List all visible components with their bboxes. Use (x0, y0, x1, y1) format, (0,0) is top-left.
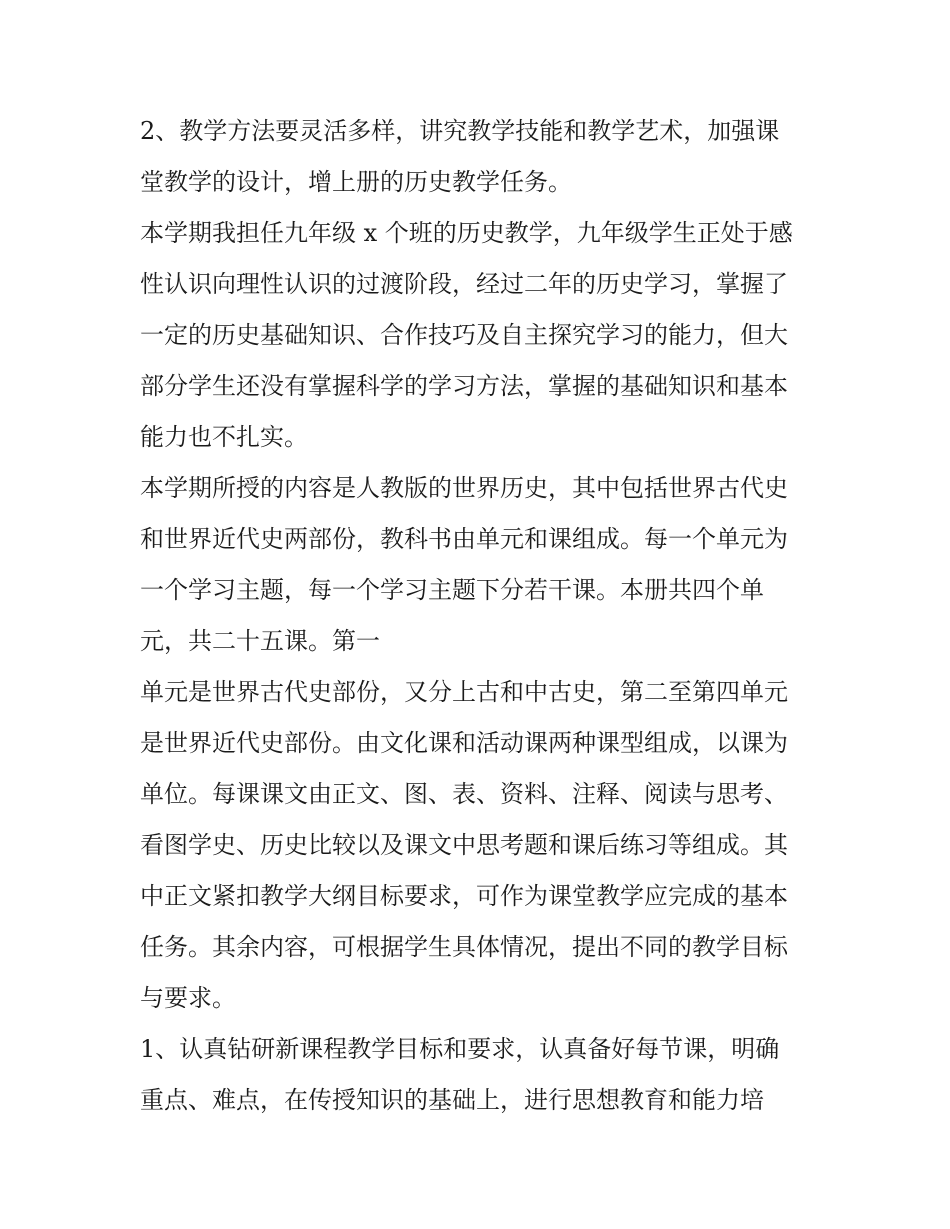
text-line: 本学期所授的内容是人教版的世界历史，其中包括世界古代史 (140, 474, 788, 502)
text-line: 和世界近代史两部份，教科书由单元和课组成。每一个单元为 (140, 525, 788, 553)
text-line: 单元是世界古代史部份，又分上古和中古史，第二至第四单元 (140, 678, 788, 706)
paragraph-unit-structure (140, 667, 820, 1024)
text-line: 中正文紧扣教学大纲目标要求，可作为课堂教学应完成的基本 (140, 882, 788, 910)
paragraph-student-analysis (140, 208, 820, 463)
text-line: 单位。每课课文由正文、图、表、资料、注释、阅读与思考、 (140, 780, 788, 808)
text-line: 是世界近代史部份。由文化课和活动课两种课型组成，以课为 (140, 729, 788, 757)
paragraph-textbook-content (140, 463, 820, 667)
paragraph-measure-one (140, 1024, 820, 1126)
text-line: 1、认真钻研新课程教学目标和要求，认真备好每节课，明确 (140, 1035, 780, 1063)
document-body (140, 106, 820, 1126)
text-line: 能力也不扎实。 (140, 423, 308, 451)
text-line: 一定的历史基础知识、合作技巧及自主探究学习的能力，但大 (140, 321, 788, 349)
text-line: 看图学史、历史比较以及课文中思考题和课后练习等组成。其 (140, 831, 788, 859)
text-line: 一个学习主题，每一个学习主题下分若干课。本册共四个单 (140, 576, 764, 604)
text-line: 堂教学的设计，增上册的历史教学任务。 (140, 168, 572, 196)
text-line: 本学期我担任九年级 x 个班的历史教学，九年级学生正处于感 (140, 219, 793, 247)
paragraph-teaching-method (140, 106, 820, 208)
text-line: 与要求。 (140, 984, 236, 1012)
text-line: 性认识向理性认识的过渡阶段，经过二年的历史学习，掌握了 (140, 270, 788, 298)
text-line: 2、教学方法要灵活多样，讲究教学技能和教学艺术，加强课 (140, 117, 780, 145)
text-line: 元，共二十五课。第一 (140, 627, 380, 655)
text-line: 任务。其余内容，可根据学生具体情况，提出不同的教学目标 (140, 933, 788, 961)
text-line: 重点、难点，在传授知识的基础上，进行思想教育和能力培 (140, 1086, 764, 1114)
text-line: 部分学生还没有掌握科学的学习方法，掌握的基础知识和基本 (140, 372, 788, 400)
